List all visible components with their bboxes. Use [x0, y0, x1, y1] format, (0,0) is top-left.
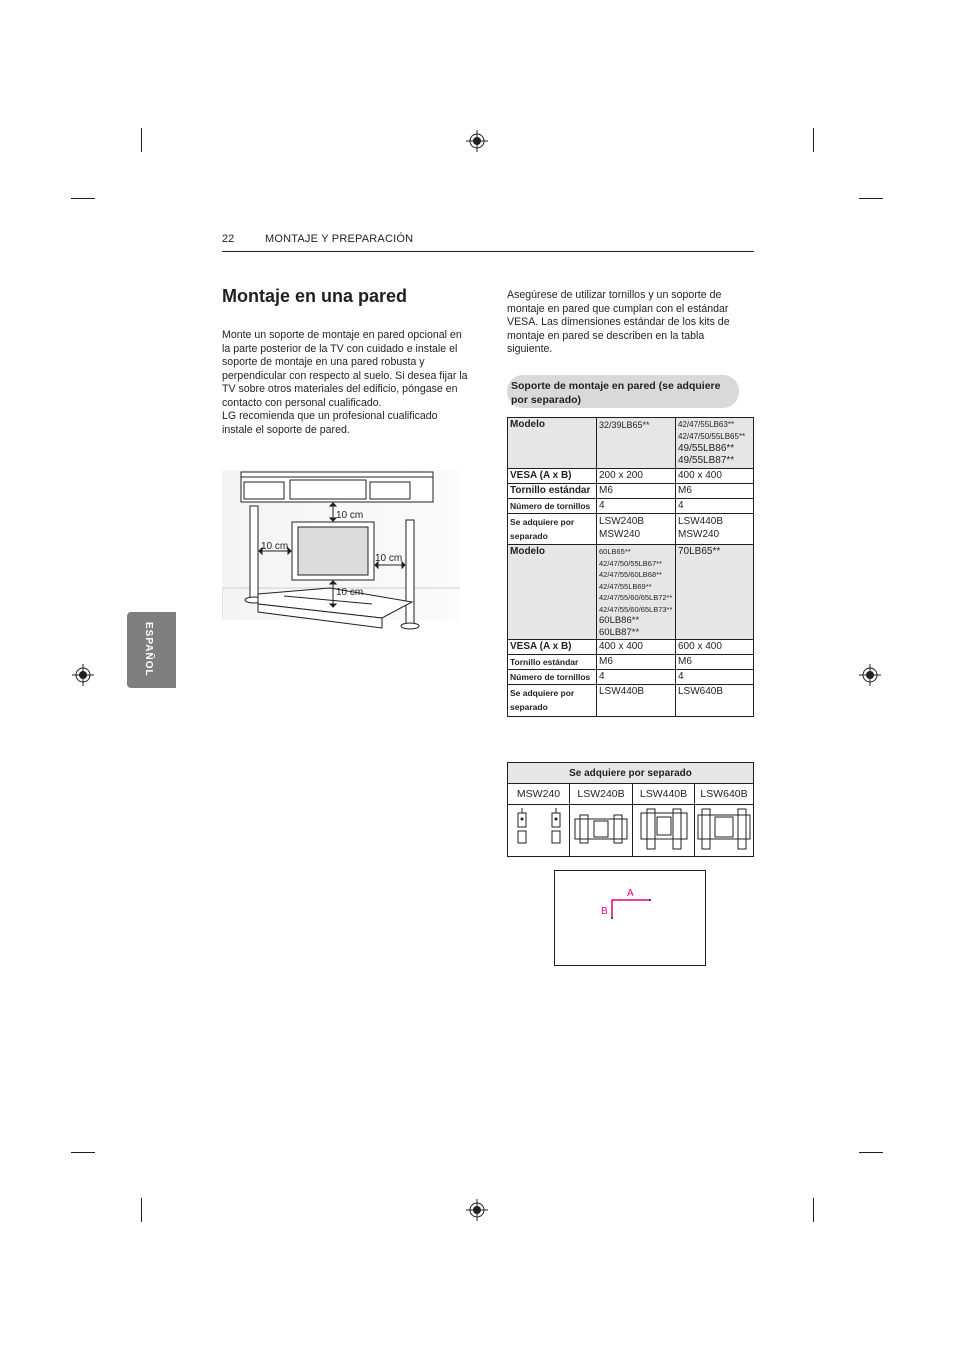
- table-row: [508, 418, 754, 469]
- table-row: [508, 763, 754, 784]
- page-title: Montaje en una pared: [222, 286, 408, 306]
- accessory-table: [507, 762, 754, 857]
- model-cell: 70LB65**: [676, 545, 754, 640]
- lsw640b-bracket-icon: [695, 805, 754, 857]
- wall-mount-diagram: [222, 470, 462, 635]
- accessory-name: LSW440B: [633, 784, 695, 805]
- clearance-bottom-label: 10 cm: [336, 587, 364, 598]
- b-label: B: [601, 906, 608, 917]
- model-cell: 60LB65** 42/47/50/55LB67** 42/47/55/60LB68** 42/47/55LB69** 42/47/55/60/65LB72** 42/47/55/60/65LB73** 60LB86** 60LB87**: [597, 545, 676, 640]
- registration-mark-icon: [466, 130, 488, 152]
- clearance-top-label: 10 cm: [336, 510, 364, 521]
- registration-mark-icon: [466, 1199, 488, 1221]
- accessory-heading: Se adquiere por separado: [508, 763, 754, 784]
- intro-paragraph: LG recomienda que un profesional cualificado instale el soporte de pared.: [222, 410, 438, 436]
- vesa-note: Asegúrese de utilizar tornillos y un soporte de montaje en pared que cumplan con el estándar VESA. Las dimensiones estándar de los kits de montaje en pared se describen en la tabla siguiente.: [507, 289, 730, 355]
- left-speaker: [250, 506, 258, 600]
- table-row: Tornillo estándar M6 M6: [508, 484, 754, 499]
- crop-mark: [141, 128, 142, 152]
- accessory-name: LSW640B: [695, 784, 754, 805]
- crop-mark: [813, 128, 814, 152]
- model-cell: 32/39LB65**: [597, 418, 676, 469]
- table-row: Se adquiere por separado LSW240B MSW240 LSW440B MSW240: [508, 514, 754, 545]
- a-label: A: [627, 888, 634, 899]
- registration-mark-icon: [72, 664, 94, 686]
- table-row: Modelo 60LB65** 42/47/50/55LB67** 42/47/55/60LB68** 42/47/55LB69** 42/47/55/60/65LB72** 42/47/55/60/65LB73** 60LB86** 60LB87** 70LB65**: [508, 545, 754, 640]
- table-row: Se adquiere por separado LSW440B LSW640B: [508, 685, 754, 717]
- intro-paragraph: Monte un soporte de montaje en pared opcional en la parte posterior de la TV con cuidado e instale el soporte de montaje en una pared robusta y perpendicular con respecto al suelo. Si desea fijar la TV sobre otros materiales del edificio, póngase en contacto con personal cualificado.: [222, 329, 468, 409]
- table-heading: Soporte de montaje en pared (se adquiere por separado): [507, 375, 739, 408]
- table-row: Número de tornillos 4 4: [508, 670, 754, 685]
- table-row: VESA (A x B) 200 x 200 400 x 400: [508, 469, 754, 484]
- msw240-bracket-icon: [508, 805, 570, 857]
- section-title: MONTAJE Y PREPARACIÓN: [265, 233, 414, 245]
- table-row: VESA (A x B) 400 x 400 600 x 400: [508, 640, 754, 655]
- table-row: Tornillo estándar M6 M6: [508, 655, 754, 670]
- intro-text: [222, 329, 470, 437]
- language-tab-label: ESPAÑOL: [143, 622, 154, 677]
- table-row: [508, 784, 754, 805]
- registration-mark-icon: [859, 664, 881, 686]
- vesa-diagram: [554, 870, 706, 966]
- crop-mark: [71, 198, 95, 199]
- lsw240b-bracket-icon: [570, 805, 633, 857]
- clearance-left-label: 10 cm: [261, 541, 289, 552]
- accessory-name: MSW240: [508, 784, 570, 805]
- crop-mark: [859, 1152, 883, 1153]
- crop-mark: [813, 1198, 814, 1222]
- clearance-right-label: 10 cm: [375, 553, 403, 564]
- lsw440b-bracket-icon: [633, 805, 695, 857]
- language-tab: [127, 612, 176, 688]
- table-row: Número de tornillos 4 4: [508, 499, 754, 514]
- right-speaker: [406, 520, 414, 624]
- model-label: Modelo: [508, 418, 597, 469]
- model-cell: 42/47/55LB63** 42/47/50/55LB65** 49/55LB86** 49/55LB87**: [676, 418, 754, 469]
- page-number: 22: [222, 233, 235, 245]
- spec-table: [507, 417, 754, 717]
- crop-mark: [71, 1152, 95, 1153]
- crop-mark: [141, 1198, 142, 1222]
- header-rule: [222, 251, 754, 252]
- table-row: [508, 805, 754, 857]
- accessory-name: LSW240B: [570, 784, 633, 805]
- crop-mark: [859, 198, 883, 199]
